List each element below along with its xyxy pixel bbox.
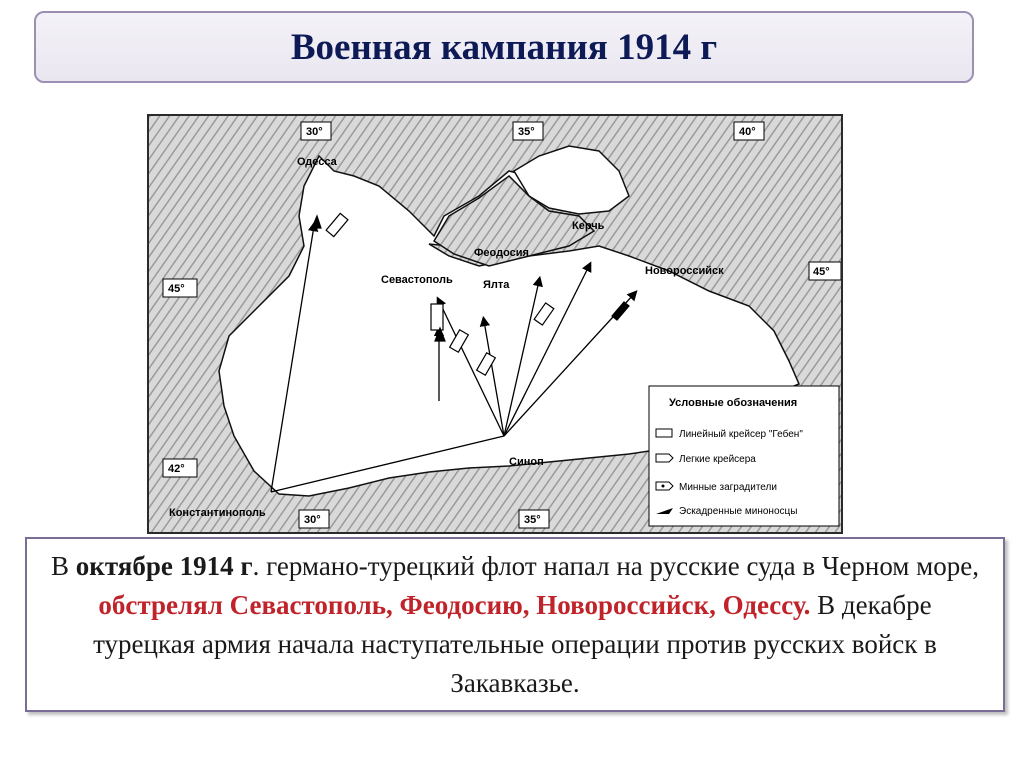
degree-label: 42° xyxy=(168,463,185,475)
city-odessa: Одесса xyxy=(297,156,337,168)
battlecruiser-icon xyxy=(656,429,672,437)
description-highlight: обстрелял Севастополь, Феодосию, Новороссийск, Одессу. xyxy=(98,590,811,620)
map-svg xyxy=(149,116,841,532)
title-banner xyxy=(34,11,974,83)
description-text: В декабре турецкая армия начала наступательные операции против русских войск в Закавказье. xyxy=(93,590,937,698)
page-title: Военная кампания 1914 г xyxy=(290,26,718,68)
description-date: октябре 1914 г xyxy=(75,551,253,581)
description-box xyxy=(25,537,1005,712)
degree-label: 30° xyxy=(306,126,323,138)
description-text: В xyxy=(51,551,76,581)
city-yalta: Ялта xyxy=(483,279,510,291)
city-novorossiysk: Новороссийск xyxy=(645,265,724,277)
degree-label: 35° xyxy=(524,514,541,526)
city-constantinople: Константинополь xyxy=(169,507,266,519)
city-sinop: Синоп xyxy=(509,456,544,468)
city-feodosia: Феодосия xyxy=(474,247,529,259)
map-legend xyxy=(649,386,839,526)
light-cruiser-icon xyxy=(656,454,673,462)
description-text: . германо-турецкий флот напал на русские суда в Черном море, xyxy=(252,551,979,581)
legend-item: Эскадренные миноносцы xyxy=(679,506,798,517)
legend-title: Условные обозначения xyxy=(669,397,798,409)
black-sea-map xyxy=(147,114,843,534)
legend-item: Линейный крейсер "Гебен" xyxy=(679,429,803,440)
degree-label: 35° xyxy=(518,126,535,138)
city-kerch: Керчь xyxy=(572,220,605,232)
degree-label: 30° xyxy=(304,514,321,526)
minelayer-dot-icon xyxy=(662,485,665,488)
degree-label: 45° xyxy=(813,266,830,278)
degree-label: 40° xyxy=(739,126,756,138)
city-sevastopol: Севастополь xyxy=(381,274,453,286)
legend-item: Легкие крейсера xyxy=(679,454,756,465)
legend-item: Минные заградители xyxy=(679,482,777,493)
degree-label: 45° xyxy=(168,283,185,295)
